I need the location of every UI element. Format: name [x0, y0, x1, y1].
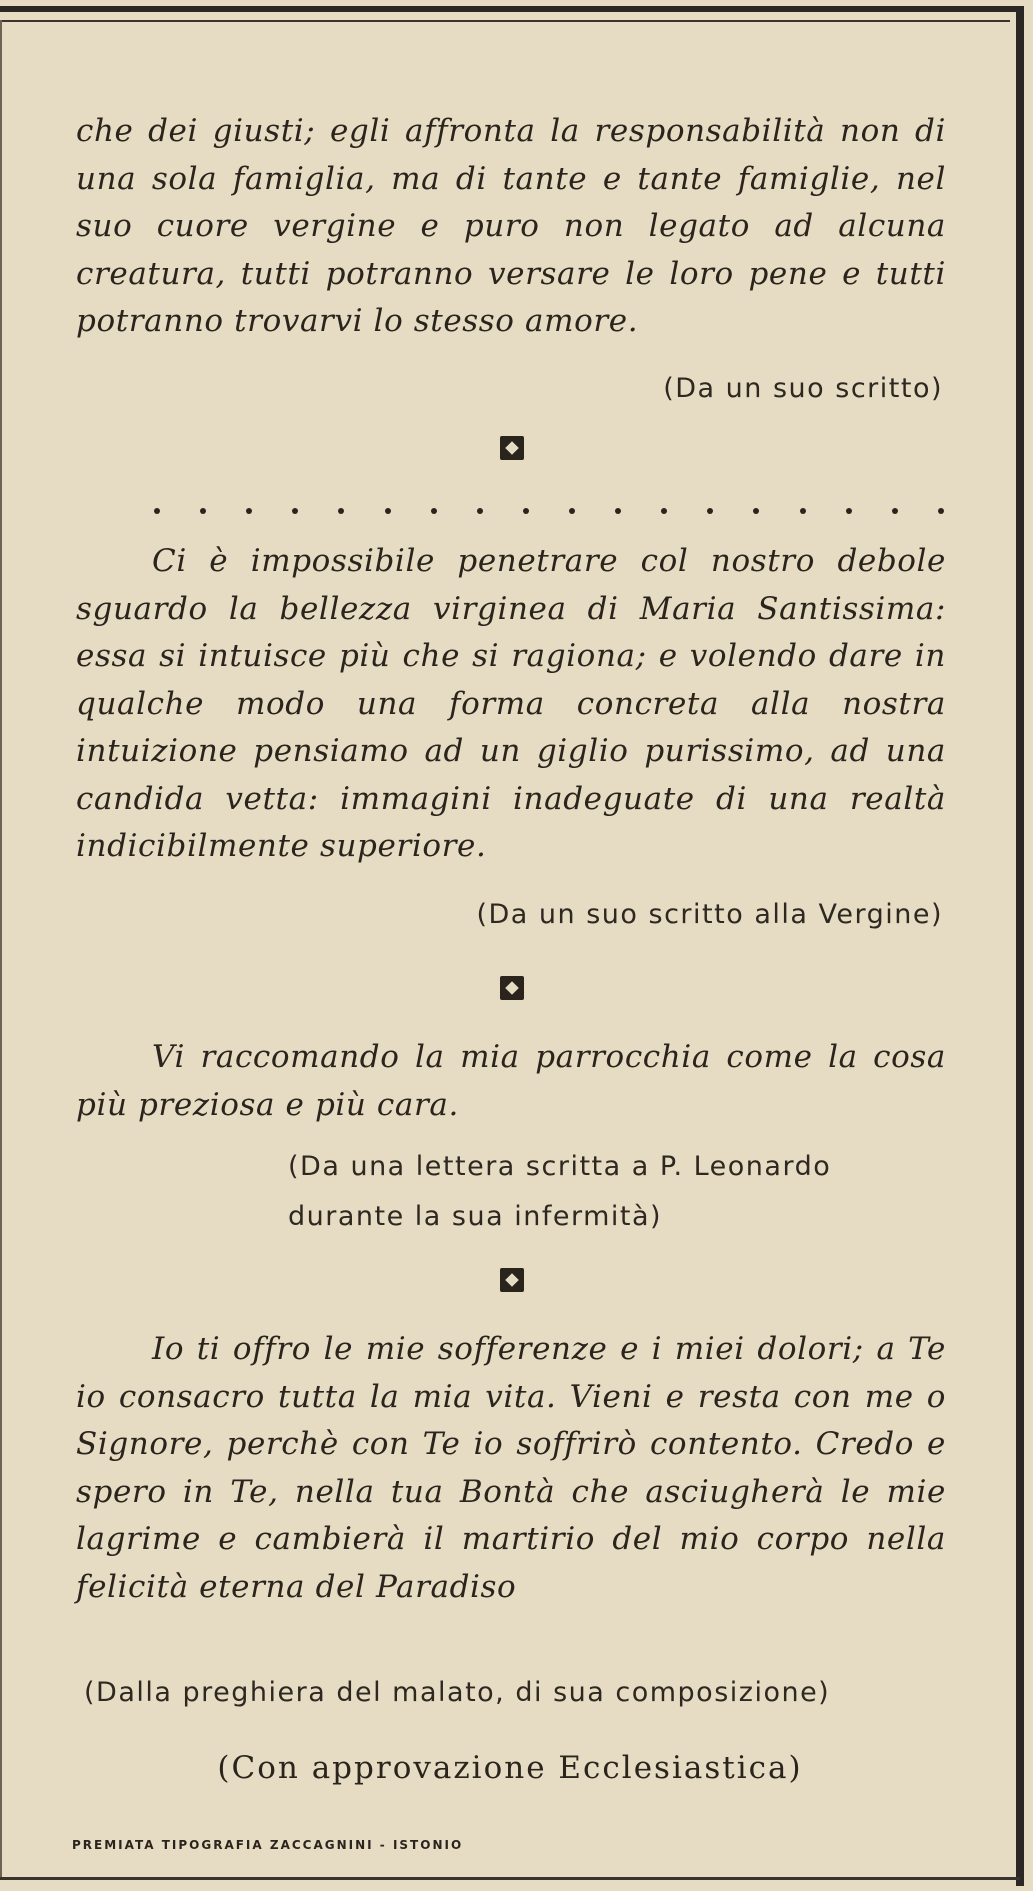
passage-4-source: (Dalla preghiera del malato, di sua composizione)	[84, 1677, 831, 1708]
passage-4-text: Io ti offro le mie sofferenze e i miei dolori; a Te io consacro tutta la mia vita. Vieni e resta con me o Signore, perchè con Te io soffrirò contento. Credo e spero in Te, nella tua Bontà che asciugherà le mie lagrime e cambierà il martirio del mio corpo nella felicità eterna del Paradiso	[76, 1331, 946, 1605]
passage-1-source: (Da un suo scritto)	[663, 373, 943, 404]
passage-3-source-line-1: (Da una lettera scritta a P. Leonardo	[288, 1151, 832, 1182]
left-border	[0, 20, 2, 1880]
printer-imprint: PREMIATA TIPOGRAFIA ZACCAGNINI - ISTONIO	[72, 1838, 464, 1852]
passage-3-source-line-2: durante la sua infermità)	[288, 1201, 663, 1232]
approval-note: (Con approvazione Ecclesiastica)	[217, 1750, 803, 1786]
passage-3-text: Vi raccomando la mia parrocchia come la cosa più preziosa e più cara.	[76, 1039, 946, 1123]
ornament-icon	[500, 436, 524, 460]
passage-2-text: Ci è impossibile penetrare col nostro debole sguardo la bellezza virginea di Maria Santissima: essa si intuisce più che si ragiona; e volendo dare in qualche modo una forma concreta alla nostra intuizione pensiamo ad un giglio purissimo, ad una candida vetta: immagini inadeguate di una realtà indicibilmente superiore.	[76, 543, 946, 864]
bottom-border	[0, 1877, 1020, 1880]
ornament-icon	[500, 976, 524, 1000]
top-border-thin	[0, 20, 1010, 22]
passage-2-source: (Da un suo scritto alla Vergine)	[476, 899, 943, 930]
right-border	[1016, 6, 1024, 1886]
dotted-separator	[154, 508, 944, 514]
top-border	[0, 6, 1022, 12]
ornament-icon	[500, 1268, 524, 1292]
passage-1-text: che dei giusti; egli affronta la responsabilità non di una sola famiglia, ma di tante e tante famiglie, nel suo cuore vergine e puro non legato ad alcuna creatura, tutti potranno versare le loro pene e tutti potranno trovarvi lo stesso amore.	[76, 113, 946, 339]
